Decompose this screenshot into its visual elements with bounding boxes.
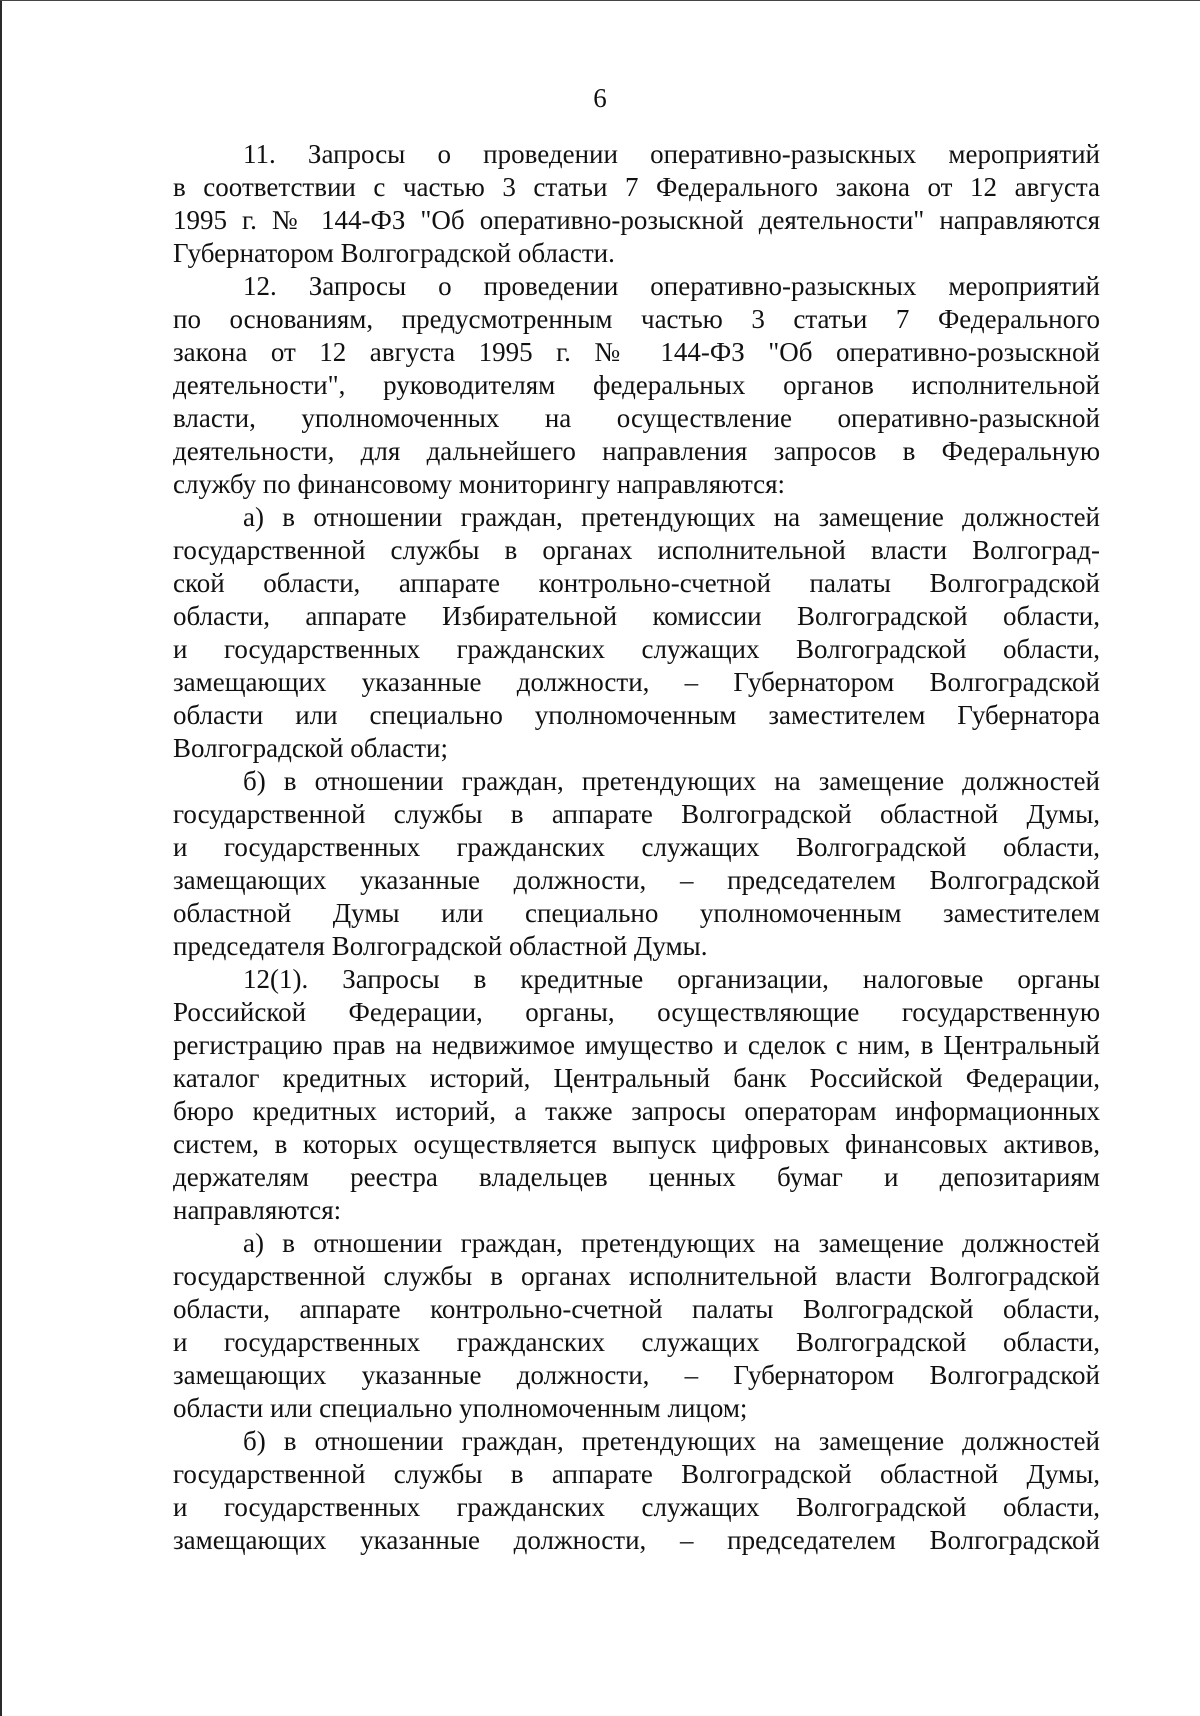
text-line: замещающих указанные должности, – Губернатором Волгоградской [173,667,1100,697]
text-line: в соответствии с частью 3 статьи 7 Федерального закона от 12 августа [173,172,1100,202]
text-line: и государственных гражданских служащих Волгоградской области, [173,634,1100,664]
text-line: замещающих указанные должности, – председателем Волгоградской [173,865,1100,895]
paragraph-12-a [173,501,1100,765]
text-line: деятельности, для дальнейшего направления запросов в Федеральную [173,436,1100,466]
text-line: держателям реестра владельцев ценных бумаг и депозитариям [173,1162,1100,1192]
text-line: и государственных гражданских служащих Волгоградской области, [173,832,1100,862]
text-line: области, аппарате контрольно-счетной палаты Волгоградской области, [173,1294,1100,1324]
text-line: государственной службы в аппарате Волгоградской областной Думы, [173,1459,1100,1489]
text-line: а) в отношении граждан, претендующих на замещение должностей [243,1228,1100,1258]
text-line: Российской Федерации, органы, осуществляющие государственную [173,997,1100,1027]
text-line: власти, уполномоченных на осуществление оперативно-разыскной [173,403,1100,433]
text-line: Волгоградской области; [173,733,449,763]
text-line: закона от 12 августа 1995 г. № 144-ФЗ "Об оперативно-розыскной [173,337,1100,367]
text-line: направляются: [173,1195,342,1225]
text-line: председателя Волгоградской областной Думы. [173,931,708,961]
text-line: а) в отношении граждан, претендующих на замещение должностей [243,502,1100,532]
document-body [173,138,1100,1557]
text-line: б) в отношении граждан, претендующих на замещение должностей [243,1426,1100,1456]
paragraph-12-b [173,765,1100,963]
text-line: области или специально уполномоченным лицом; [173,1393,748,1423]
text-line: регистрацию прав на недвижимое имущество и сделок с ним, в Центральный [173,1030,1100,1060]
text-line: и государственных гражданских служащих Волгоградской области, [173,1492,1100,1522]
text-line: по основаниям, предусмотренным частью 3 статьи 7 Федерального [173,304,1100,334]
text-line: систем, в которых осуществляется выпуск цифровых финансовых активов, [173,1129,1100,1159]
text-line: и государственных гражданских служащих Волгоградской области, [173,1327,1100,1357]
paragraph-12-1 [173,963,1100,1227]
scan-top-edge [0,0,1200,1]
text-line: службу по финансовому мониторингу направляются: [173,469,786,499]
paragraph-12 [173,270,1100,501]
paragraph-11 [173,138,1100,270]
paragraph-12-1-b [173,1425,1100,1557]
text-line: государственной службы в органах исполнительной власти Волгоград- [173,535,1100,565]
paragraph-12-1-a [173,1227,1100,1425]
text-line: каталог кредитных историй, Центральный банк Российской Федерации, [173,1063,1100,1093]
text-line: бюро кредитных историй, а также запросы операторам информационных [173,1096,1100,1126]
text-line: государственной службы в органах исполнительной власти Волгоградской [173,1261,1100,1291]
text-line: области, аппарате Избирательной комиссии Волгоградской области, [173,601,1100,631]
text-line: замещающих указанные должности, – Губернатором Волгоградской [173,1360,1100,1390]
text-line: ской области, аппарате контрольно-счетной палаты Волгоградской [173,568,1100,598]
text-line: б) в отношении граждан, претендующих на замещение должностей [243,766,1100,796]
page-number: 6 [593,83,607,113]
text-line: областной Думы или специально уполномоченным заместителем [173,898,1100,928]
text-line: государственной службы в аппарате Волгоградской областной Думы, [173,799,1100,829]
text-line: 12. Запросы о проведении оперативно-разыскных мероприятий [243,271,1100,301]
text-line: 11. Запросы о проведении оперативно-разыскных мероприятий [243,139,1100,169]
text-line: 1995 г. № 144-ФЗ "Об оперативно-розыскной деятельности" направляются [173,205,1100,235]
scan-left-edge [0,0,2,1716]
text-line: области или специально уполномоченным заместителем Губернатора [173,700,1100,730]
text-line: деятельности", руководителям федеральных органов исполнительной [173,370,1100,400]
text-line: Губернатором Волгоградской области. [173,238,615,268]
text-line: замещающих указанные должности, – председателем Волгоградской [173,1525,1100,1555]
text-line: 12(1). Запросы в кредитные организации, налоговые органы [243,964,1100,994]
